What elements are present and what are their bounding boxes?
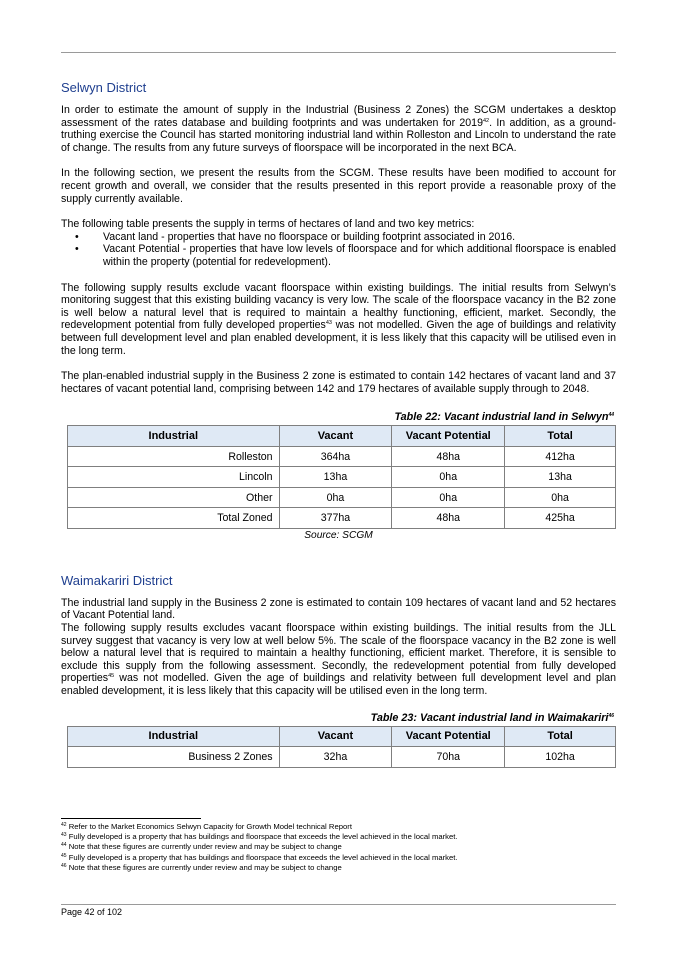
footnote-46: $^{46}$ Note that these figures are currently under review and may be subject to change xyxy=(61,862,342,872)
footnote-ref-45[interactable]: 45 xyxy=(108,673,115,680)
metrics-list xyxy=(61,231,616,269)
column-header: Industrial xyxy=(68,726,280,747)
footnote-45: $^{45}$ Fully developed is a property that has buildings and floorspace that exceeds the level achieved in the local market. xyxy=(61,852,458,862)
table-row xyxy=(68,446,616,467)
column-header: Total xyxy=(505,426,616,447)
row-label: Lincoln xyxy=(68,467,280,488)
row-label: Rolleston xyxy=(68,446,280,467)
selwyn-para-2: In the following section, we present the results from the SCGM. These results have been modified to account for recent growth and overall, we consider that the results presented in this report provide a reasonable proxy of the supply currently available. xyxy=(61,167,616,205)
waimakariri-vacant-land-table xyxy=(67,726,616,768)
row-label: Other xyxy=(68,487,280,508)
table-cell: 0ha xyxy=(279,487,392,508)
row-label: Business 2 Zones xyxy=(68,747,280,768)
waimakariri-para-2: The following supply results excludes vacant floorspace within existing buildings. The initial results from the JLL survey suggest that vacancy is very low at well below 5%. The scale of the floorspace vacancy in the B2 zone is well below a natural level that is required to maintain a healthy functioning, efficient market. Therefore, it is sensible to exclude this supply from the following assessment. Secondly, the redevelopment potential from fully developed properties$^{45}$ was not modelled. Given the age of buildings and relativity between full development level and plan enabled development, it is less likely that this capacity will be utilised even in the long term. xyxy=(61,621,616,697)
column-header: Vacant Potential xyxy=(392,426,505,447)
table-cell: 13ha xyxy=(279,467,392,488)
table-cell: 48ha xyxy=(392,446,505,467)
table-cell: 425ha xyxy=(505,508,616,529)
footnote-ref-43[interactable]: 43 xyxy=(325,320,332,327)
table-cell: 0ha xyxy=(392,487,505,508)
footnote-ref-46[interactable]: 46 xyxy=(608,712,614,719)
column-header: Vacant Potential xyxy=(392,726,505,747)
table-row xyxy=(68,747,616,768)
table-header-row xyxy=(68,726,616,747)
waimakariri-para-1: The industrial land supply in the Business 2 zone is estimated to contain 109 hectares of vacant land and 52 hectares of Vacant Potential land. xyxy=(61,596,616,622)
footnote-44: $^{44}$ Note that these figures are currently under review and may be subject to change xyxy=(61,842,342,852)
footer-rule xyxy=(61,904,616,905)
table-23-caption: Table 23: Vacant industrial land in Waimakariri$^{46}$ xyxy=(370,711,614,724)
selwyn-para-1: In order to estimate the amount of supply in the Industrial (Business 2 Zones) the SCGM undertakes a desktop assessment of the rates database and building footprints and was undertaken for 2019$^{42}$. In addition, as a ground-truthing exercise the Council has started monitoring industrial land within Rolleston and Lincoln to understand the rate of change. The results from any future surveys of floorspace will be incorporated in the next BCA. xyxy=(61,104,616,154)
table-cell: 364ha xyxy=(279,446,392,467)
table-row xyxy=(68,508,616,529)
table-22-caption: Table 22: Vacant industrial land in Selwyn$^{44}$ xyxy=(394,411,614,424)
selwyn-heading: Selwyn District xyxy=(61,80,147,95)
table-row xyxy=(68,487,616,508)
column-header: Vacant xyxy=(279,426,392,447)
table-row xyxy=(68,467,616,488)
footnote-42: $^{42}$ Refer to the Market Economics Selwyn Capacity for Growth Model technical Report xyxy=(61,822,352,831)
selwyn-vacant-land-table xyxy=(67,425,616,529)
row-label: Total Zoned xyxy=(68,508,280,529)
selwyn-para-4: The following supply results exclude vacant floorspace within existing buildings. The initial results from Selwyn’s monitoring suggest that this existing building vacancy is very low. The scale of the floorspace vacancy in the B2 zone is well below a natural level that is required to maintain a healthy functioning, efficient, market. Secondly, the redevelopment potential from fully developed properties$^{43}$ was not modelled. Given the age of buildings and relativity between full development level and plan enabled development, it is less likely that this capacity will be utilised even in the long term. xyxy=(61,281,616,357)
table-cell: 13ha xyxy=(505,467,616,488)
table-cell: 102ha xyxy=(505,747,616,768)
table-cell: 0ha xyxy=(505,487,616,508)
footnotes xyxy=(61,822,621,873)
page-content xyxy=(61,80,616,768)
table-cell: 377ha xyxy=(279,508,392,529)
bullet-icon: • xyxy=(75,230,79,243)
page-number: Page 42 of 102 xyxy=(61,907,123,917)
column-header: Industrial xyxy=(68,426,280,447)
selwyn-para-5: The plan-enabled industrial supply in the Business 2 zone is estimated to contain 142 hectares of vacant land and 37 hectares of vacant potential land, comprising between 142 and 179 hectares of available supply through to 2048. xyxy=(61,370,616,395)
column-header: Total xyxy=(505,726,616,747)
table-source: Source: SCGM xyxy=(304,529,373,541)
table-cell: 70ha xyxy=(392,747,505,768)
bullet-icon: • xyxy=(75,243,79,256)
footnote-ref-44[interactable]: 44 xyxy=(608,412,614,419)
table-cell: 48ha xyxy=(392,508,505,529)
list-item: • Vacant land - properties that have no floorspace or building footprint associated in 2016. xyxy=(75,230,516,243)
footnote-ref-42[interactable]: 42 xyxy=(482,117,490,124)
table-cell: 32ha xyxy=(279,747,392,768)
footnote-separator xyxy=(61,818,201,819)
selwyn-para-3: The following table presents the supply in terms of hectares of land and two key metrics: xyxy=(61,218,475,231)
waimakariri-heading: Waimakariri District xyxy=(61,572,173,588)
table-cell: 412ha xyxy=(505,446,616,467)
footnote-43: $^{43}$ Fully developed is a property that has buildings and floorspace that exceeds the level achieved in the local market. xyxy=(61,832,458,842)
header-rule xyxy=(61,52,616,53)
list-item: • Vacant Potential - properties that have low levels of floorspace and for which additional floorspace is enabled within the property (potential for redevelopment). xyxy=(75,243,616,268)
table-header-row xyxy=(68,426,616,447)
table-cell: 0ha xyxy=(392,467,505,488)
column-header: Vacant xyxy=(279,726,392,747)
